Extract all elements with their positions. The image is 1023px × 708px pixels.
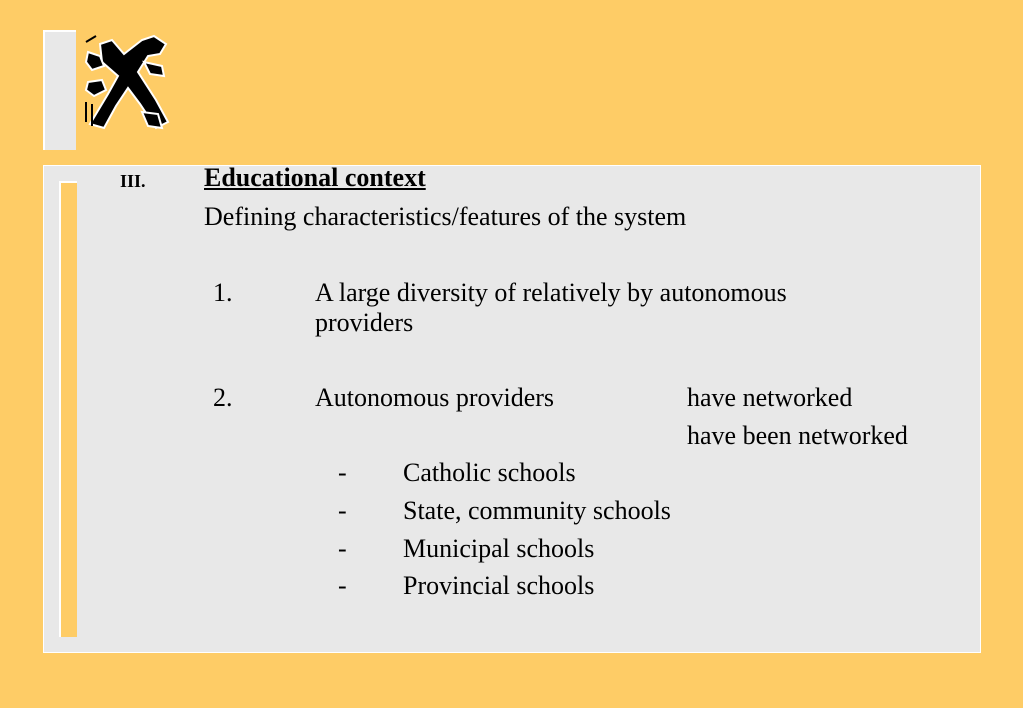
list-item-text-continued: providers [315,308,414,337]
sub-item: State, community schools [403,496,671,525]
sub-item-bullet: - [338,534,347,563]
list-item-number: 1. [213,278,233,307]
sub-item-bullet: - [338,496,347,525]
network-status: have networked [687,383,853,412]
logo-tab [43,30,76,150]
sub-item: Provincial schools [403,571,595,600]
section-subtitle: Defining characteristics/features of the system [204,202,687,231]
sub-item: Municipal schools [403,534,595,563]
sub-item-bullet: - [338,458,347,487]
flemish-lion-icon [82,32,170,132]
list-item-text: Autonomous providers [315,383,555,412]
list-item-number: 2. [213,383,233,412]
section-number: III. [120,171,146,191]
network-status: have been networked [687,421,908,450]
sub-item: Catholic schools [403,458,576,487]
panel-accent-bar [59,181,77,637]
section-title: Educational context [204,163,426,192]
list-item-text: A large diversity of relatively by autonomous [315,278,787,307]
sub-item-bullet: - [338,571,347,600]
